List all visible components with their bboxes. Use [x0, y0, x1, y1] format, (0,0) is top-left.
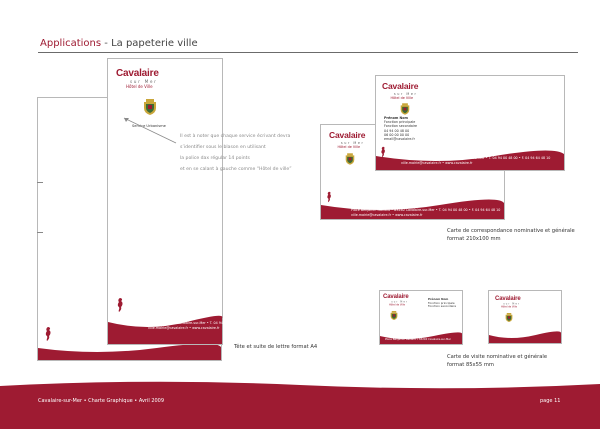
caption-line: format 210x100 mm	[447, 236, 501, 242]
cavalaire-logo	[383, 294, 409, 306]
contact-email: email@cavalaire.fr	[384, 137, 415, 142]
annotation-note	[180, 131, 292, 175]
visit-card-contact	[379, 290, 463, 345]
correspondence-footer-contact: ville.mairie@cavalaire.fr • www.cavalaire.fr	[351, 213, 423, 217]
cavalaire-logo	[329, 132, 365, 149]
cavalaire-logo	[382, 83, 418, 100]
logo-wordmark: Cavalaire	[495, 295, 521, 302]
logo-subline: sur Mer	[391, 300, 409, 303]
annotation-connector	[120, 115, 180, 147]
correspondence-footer-address: Place Benjamin Gaillard • 83240 Cavalaire-sur-Mer • T. 04 94 00 48 00 • F. 04 94 64 48 10	[351, 208, 501, 212]
contact-role: Fonction secondaire	[384, 124, 418, 129]
cavalaire-logo	[495, 296, 521, 308]
logo-subline: sur Mer	[393, 91, 418, 96]
section-title: Applications	[40, 38, 102, 49]
logo-hotel-de-ville: Hôtel de Ville	[337, 144, 361, 149]
caption-line: Carte de correspondance nominative et générale	[447, 228, 575, 234]
coat-of-arms-icon	[143, 99, 157, 115]
logo-subline: sur Mer	[503, 302, 521, 305]
annotation-line: Il est à noter que chaque service écrivant devra	[180, 134, 291, 139]
logo-wordmark: Cavalaire	[116, 68, 159, 79]
letterhead-footer-contact: ville.mairie@cavalaire.fr • www.cavalaire.fr	[148, 326, 220, 330]
coat-of-arms-icon	[390, 311, 398, 320]
header-rule	[38, 52, 578, 53]
logo-wordmark: Cavalaire	[329, 131, 366, 141]
contact-role: Fonction principale	[384, 120, 416, 125]
card-footer-band	[489, 329, 561, 343]
contact-role: Fonction principale	[428, 300, 455, 305]
visit-card-caption	[447, 353, 547, 369]
cavalaire-logo	[116, 69, 159, 89]
correspondence-card-front	[375, 75, 565, 171]
margin-tick	[37, 182, 43, 183]
coat-of-arms-icon	[505, 313, 513, 322]
section-subtitle: La papeterie ville	[111, 38, 198, 49]
contact-phone: 06 00 00 00 00	[384, 132, 410, 137]
margin-tick	[37, 232, 43, 233]
annotation-line: et en se calant à gauche comme “Hôtel de ville”	[180, 167, 292, 172]
correspondence-footer-contact: ville.mairie@cavalaire.fr • www.cavalaire.fr	[401, 161, 473, 165]
correspondence-contact	[384, 116, 417, 141]
page-number: page 11	[540, 398, 561, 404]
logo-wordmark: Cavalaire	[382, 82, 419, 92]
logo-hotel-de-ville: Hôtel de Ville	[126, 84, 153, 89]
title-separator: -	[101, 38, 112, 49]
contact-role: Fonction secondaire	[428, 304, 457, 309]
annotation-line: s’identifier sous le blason en utilisant	[180, 145, 266, 150]
logo-hotel-de-ville: Hôtel de Ville	[389, 303, 405, 306]
seahorse-icon	[44, 326, 52, 342]
logo-hotel-de-ville: Hôtel de Ville	[501, 305, 517, 308]
page-title	[40, 38, 198, 49]
document-footer-label: Cavalaire-sur-Mer • Charte Graphique • Avril 2009	[38, 398, 165, 404]
contact-phone: 04 94 00 48 00	[384, 128, 410, 133]
caption-line: format 85x55 mm	[447, 362, 494, 368]
logo-hotel-de-ville: Hôtel de Ville	[390, 95, 414, 100]
contact-name: Prénom Nom	[384, 116, 408, 120]
visit-card-logo	[488, 290, 562, 344]
logo-subline: sur Mer	[340, 140, 365, 145]
correspondence-footer-address: Place Benjamin Gaillard • 83240 Cavalaire-sur-Mer • T. 04 94 00 48 00 • F. 04 94 64 48 10	[401, 156, 551, 160]
coat-of-arms-icon	[345, 153, 355, 165]
logo-wordmark: Cavalaire	[383, 293, 409, 300]
contact-name: Prénom Nom	[428, 297, 449, 301]
coat-of-arms-icon	[400, 103, 410, 115]
visit-footer-address: Place Benjamin Gaillard • 83240 Cavalaire-sur-Mer	[385, 338, 451, 341]
annotation-line: la police dax régular 14 points	[180, 156, 250, 161]
service-label: Service Urbanisme	[132, 124, 166, 128]
logo-subline: sur Mer	[130, 79, 158, 84]
letterhead-caption: Tête et suite de lettre format A4	[234, 344, 318, 350]
letterhead-footer-address: Place Benjamin Gaillard • 83240 Cavalaire-sur-Mer • T. 04 94 00 48 00 • F. 04 94 64 48 10	[122, 321, 272, 325]
visit-contact	[428, 298, 456, 309]
correspondence-caption	[447, 227, 575, 243]
caption-line: Carte de visite nominative et générale	[447, 354, 548, 360]
